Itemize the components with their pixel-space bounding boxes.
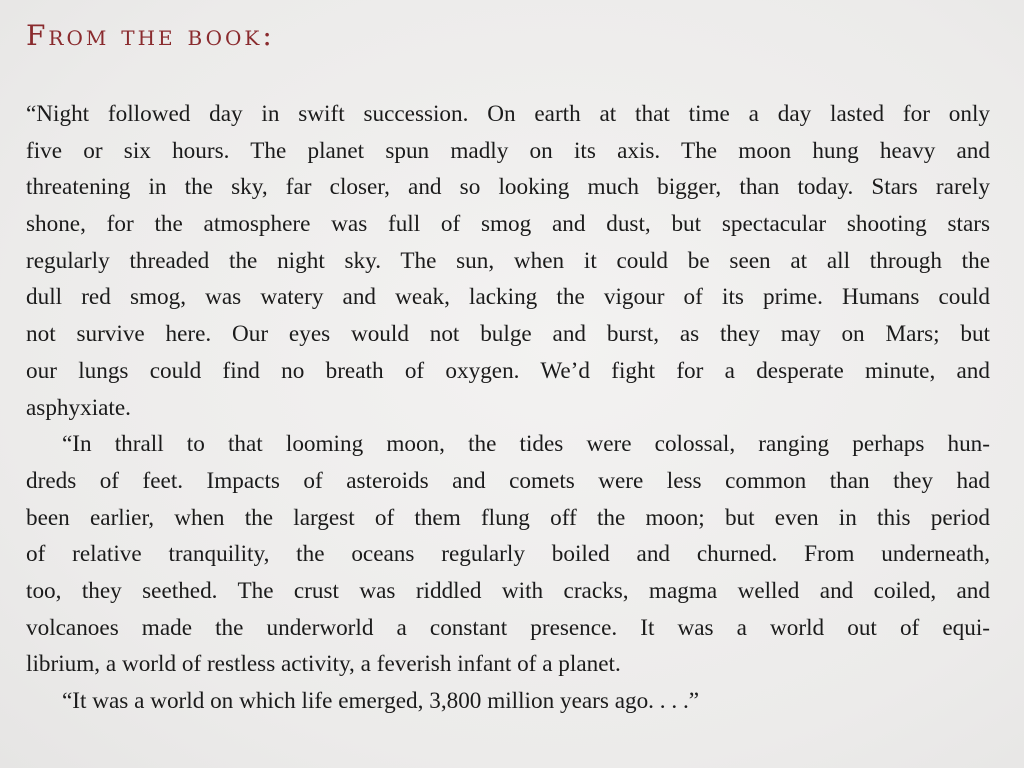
text-line: too, they seethed. The crust was riddled with cracks, magma welled and coiled, and bbox=[26, 577, 990, 604]
text-line: volcanoes made the underworld a constant presence. It was a world out of equi- bbox=[26, 614, 990, 641]
text-line: our lungs could find no breath of oxygen. We’d fight for a desperate minute, and bbox=[26, 357, 990, 384]
text-line: regularly threaded the night sky. The sun, when it could be seen at all through the bbox=[26, 247, 990, 274]
text-line: dull red smog, was watery and weak, lacking the vigour of its prime. Humans could bbox=[26, 284, 990, 311]
text-line: “It was a world on which life emerged, 3,800 million years ago. . . .” bbox=[62, 688, 700, 714]
text-line: five or six hours. The planet spun madly on its axis. The moon hung heavy and bbox=[26, 137, 990, 164]
text-line: asphyxiate. bbox=[26, 394, 131, 421]
text-line: librium, a world of restless activity, a feverish infant of a planet. bbox=[26, 651, 621, 678]
text-line: been earlier, when the largest of them flung off the moon; but even in this period bbox=[26, 504, 990, 531]
text-line: not survive here. Our eyes would not bulge and burst, as they may on Mars; but bbox=[26, 321, 990, 348]
excerpt-body bbox=[26, 96, 990, 720]
text-line: of relative tranquility, the oceans regularly boiled and churned. From underneath, bbox=[26, 541, 990, 568]
text-line: shone, for the atmosphere was full of smog and dust, but spectacular shooting stars bbox=[26, 211, 990, 238]
text-line: threatening in the sky, far closer, and so looking much bigger, than today. Stars rarely bbox=[26, 174, 990, 201]
section-heading: From the book: bbox=[26, 19, 275, 52]
text-line: “In thrall to that looming moon, the tides were colossal, ranging perhaps hun- bbox=[62, 431, 990, 458]
text-line: dreds of feet. Impacts of asteroids and comets were less common than they had bbox=[26, 467, 990, 494]
text-line: “Night followed day in swift succession. On earth at that time a day lasted for only bbox=[26, 101, 990, 127]
